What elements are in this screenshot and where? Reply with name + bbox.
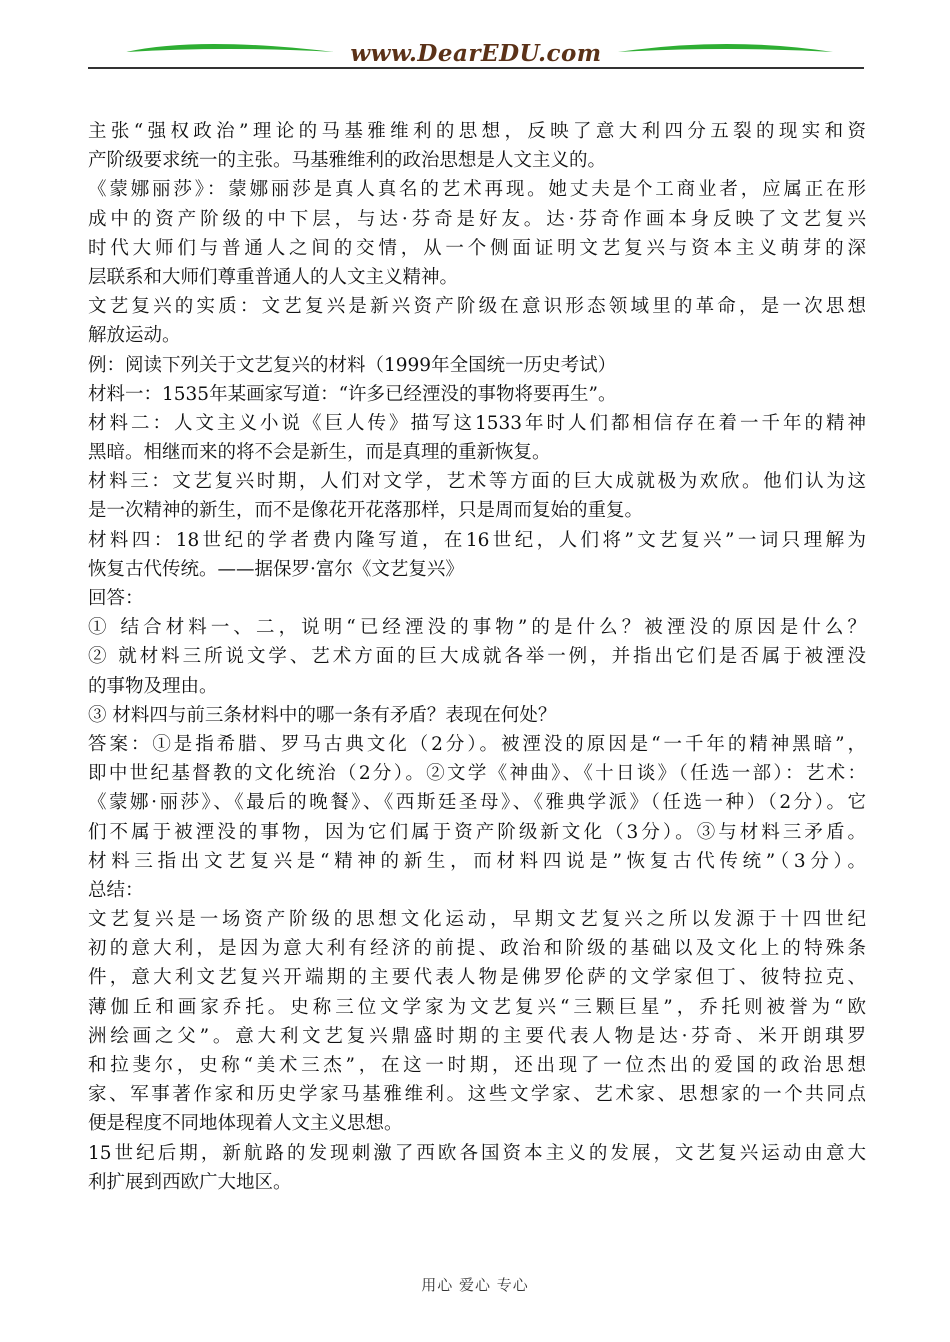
text-line: 黑暗。相继而来的将不会是新生，而是真理的重新恢复。 [88, 442, 551, 464]
site-logo-text: www.DearEDU.com [350, 40, 602, 67]
header-divider [88, 67, 864, 69]
text-line: ① 结合材料一、二，说明“已经湮没的事物”的是什么？被湮没的原因是什么？ [88, 617, 866, 639]
text-line: 材料三指出文艺复兴是“精神的新生，而材料四说是”恢复古代传统”（3分）。 [88, 850, 866, 872]
text-line: 层联系和大师们尊重普通人的人文主义精神。 [88, 266, 459, 288]
text-line: 《蒙娜·丽莎》、《最后的晚餐》、《西斯廷圣母》、《雅典学派》（任选一种）（2分）。它 [88, 792, 866, 814]
text-line: 成中的资产阶级的中下层，与达·芬奇是好友。达·芬奇作画本身反映了文艺复兴 [88, 208, 866, 230]
text-line: 产阶级要求统一的主张。马基雅维利的政治思想是人文主义的。 [88, 150, 607, 172]
text-line: 15世纪后期，新航路的发现刺激了西欧各国资本主义的发展，文艺复兴运动由意大 [88, 1142, 866, 1164]
text-line: 利扩展到西欧广大地区。 [88, 1171, 292, 1193]
text-line: 文艺复兴的实质：文艺复兴是新兴资产阶级在意识形态领域里的革命，是一次思想 [88, 296, 866, 318]
text-line: 答案：①是指希腊、罗马古典文化（2分）。被湮没的原因是“一千年的精神黑暗”， [88, 733, 866, 755]
text-line: 材料一：1535年某画家写道：“许多已经湮没的事物将要再生”。 [88, 383, 617, 405]
text-line: 件，意大利文艺复兴开端期的主要代表人物是佛罗伦萨的文学家但丁、彼特拉克、 [88, 967, 866, 989]
text-line: 材料二：人文主义小说《巨人传》描写这1533年时人们都相信存在着一千年的精神 [88, 412, 866, 434]
document-body [88, 117, 866, 1197]
text-line: 和拉斐尔，史称“美术三杰”，在这一时期，还出现了一位杰出的爱国的政治思想 [88, 1055, 866, 1076]
text-line: 材料三：文艺复兴时期，人们对文学，艺术等方面的巨大成就极为欢欣。他们认为这 [88, 471, 866, 493]
text-line: 便是程度不同地体现着人文主义思想。 [88, 1113, 403, 1135]
page-header [88, 28, 864, 70]
text-line: 主张“强权政治”理论的马基雅维利的思想，反映了意大利四分五裂的现实和资 [88, 121, 866, 142]
text-line: 是一次精神的新生，而不是像花开花落那样，只是周而复始的重复。 [88, 500, 644, 522]
text-line: 总结： [88, 879, 144, 901]
text-line: 时代大师们与普通人之间的交情，从一个侧面证明文艺复兴与资本主义萌芽的深 [88, 237, 866, 259]
text-line: 的事物及理由。 [88, 675, 218, 697]
text-line: 初的意大利，是因为意大利有经济的前提、政治和阶级的基础以及文化上的特殊条 [88, 938, 866, 960]
text-line: 洲绘画之父”。意大利文艺复兴鼎盛时期的主要代表人物是达·芬奇、米开朗琪罗 [88, 1025, 866, 1047]
text-line: 薄伽丘和画家乔托。史称三位文学家为文艺复兴“三颗巨星”，乔托则被誉为“欧 [88, 996, 866, 1018]
page-footer: 用心 爱心 专心 [421, 1276, 529, 1294]
text-line: 们不属于被湮没的事物，因为它们属于资产阶级新文化（3分）。③与材料三矛盾。 [88, 821, 866, 843]
text-line: 例：阅读下列关于文艺复兴的材料（1999年全国统一历史考试） [88, 354, 617, 376]
text-line: 即中世纪基督教的文化统治（2分）。②文学《神曲》、《十日谈》（任选一部）：艺术： [88, 763, 866, 785]
text-line: 《蒙娜丽莎》：蒙娜丽莎是真人真名的艺术再现。她丈夫是个工商业者，应属正在形 [88, 179, 866, 201]
text-line: 解放运动。 [88, 325, 181, 347]
text-line: 恢复古代传统。——据保罗·富尔《文艺复兴》 [88, 558, 464, 580]
text-line: 文艺复兴是一场资产阶级的思想文化运动，早期文艺复兴之所以发源于十四世纪 [88, 909, 866, 931]
text-line: ② 就材料三所说文学、艺术方面的巨大成就各举一例，并指出它们是否属于被湮没 [88, 646, 866, 668]
text-line: 材料四：18世纪的学者费内隆写道，在16世纪，人们将”文艺复兴”一词只理解为 [88, 529, 866, 551]
text-line: 回答： [88, 588, 144, 609]
text-line: 家、军事著作家和历史学家马基雅维利。这些文学家、艺术家、思想家的一个共同点 [88, 1084, 866, 1106]
text-line: ③ 材料四与前三条材料中的哪一条有矛盾？表现在何处？ [88, 704, 557, 726]
